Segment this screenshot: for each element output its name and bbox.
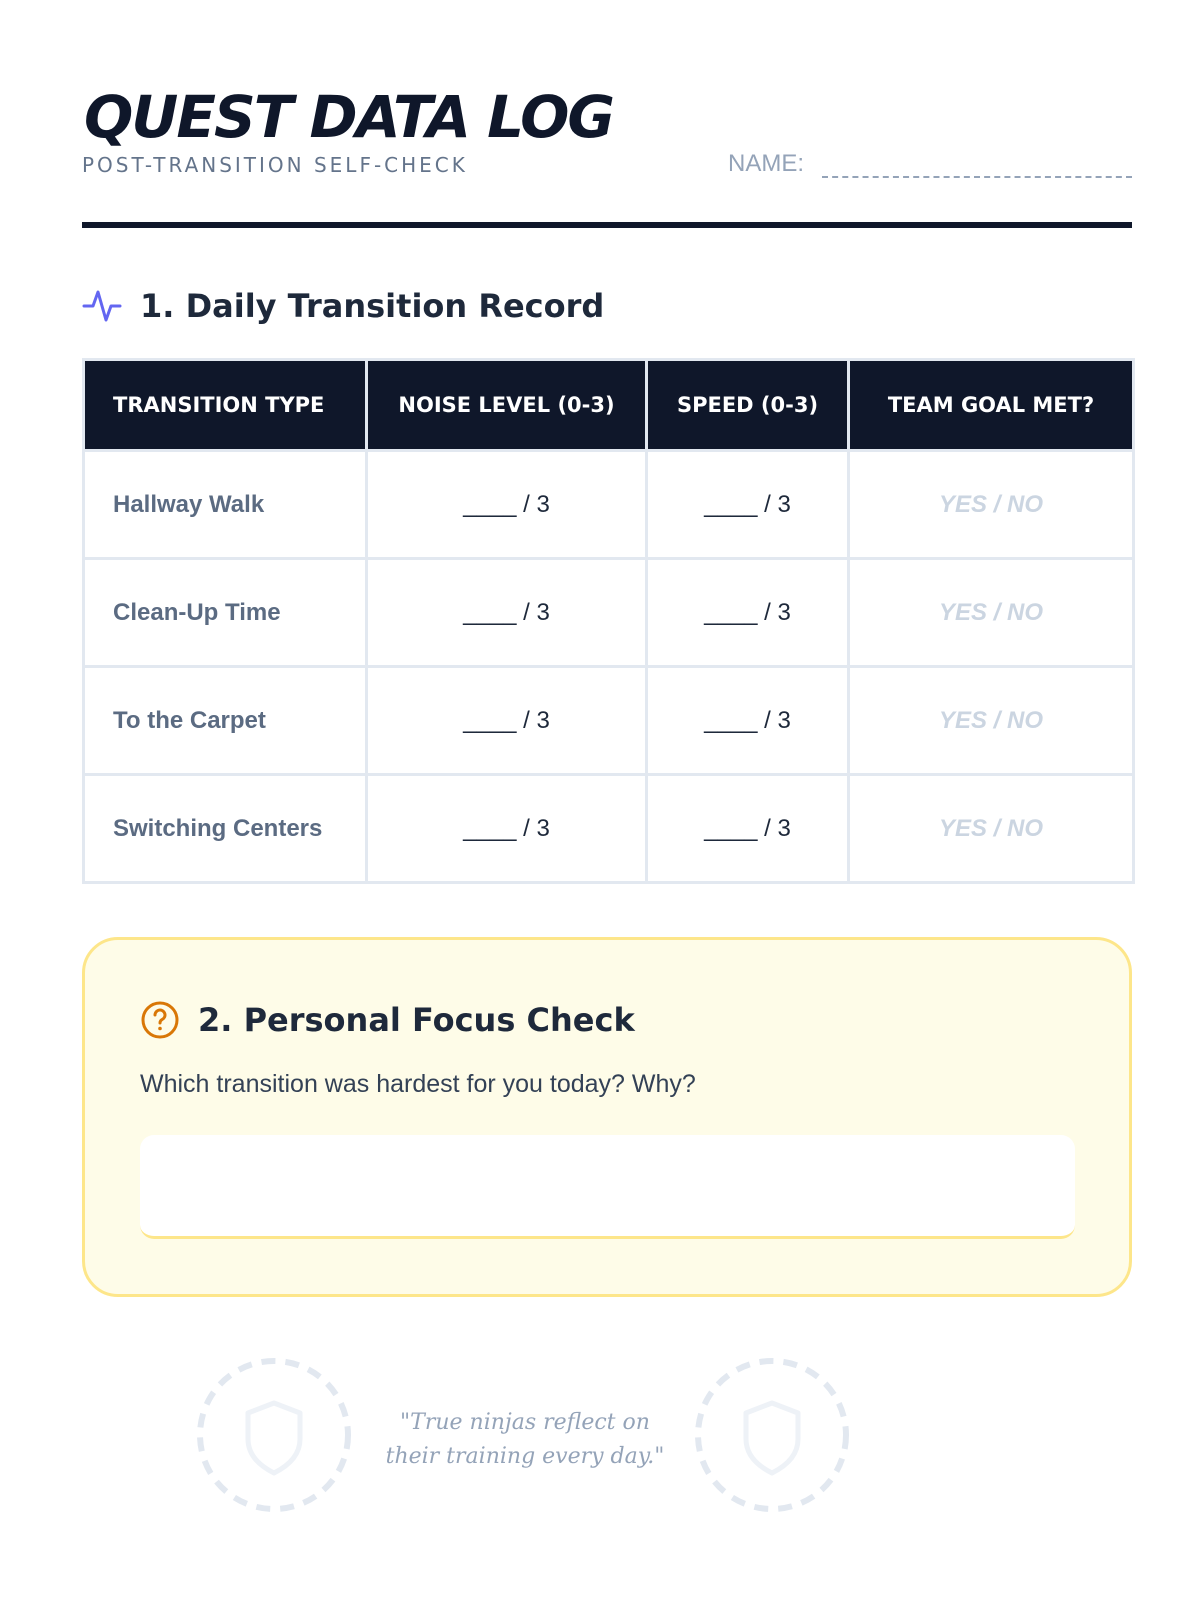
personal-focus-card	[82, 937, 1132, 1297]
column-header: SPEED (0-3)	[647, 360, 849, 451]
column-header: TRANSITION TYPE	[84, 360, 367, 451]
speed-cell[interactable]: ____ / 3	[647, 667, 849, 775]
answer-input[interactable]	[140, 1135, 1075, 1239]
team-goal-cell[interactable]: YES / NO	[849, 667, 1134, 775]
table-row	[84, 451, 1134, 559]
team-goal-cell[interactable]: YES / NO	[849, 775, 1134, 883]
team-goal-cell[interactable]: YES / NO	[849, 451, 1134, 559]
table-header-row	[84, 360, 1134, 451]
transition-type-cell: To the Carpet	[84, 667, 367, 775]
shield-badge-icon	[194, 1355, 354, 1515]
column-header: TEAM GOAL MET?	[849, 360, 1134, 451]
question-circle-icon	[140, 1000, 180, 1040]
section-focus-title	[140, 1000, 635, 1040]
noise-level-cell[interactable]: ____ / 3	[367, 667, 647, 775]
team-goal-cell[interactable]: YES / NO	[849, 559, 1134, 667]
table-row	[84, 775, 1134, 883]
noise-level-cell[interactable]: ____ / 3	[367, 559, 647, 667]
speed-cell[interactable]: ____ / 3	[647, 559, 849, 667]
name-label: NAME:	[728, 150, 805, 177]
table-row	[84, 559, 1134, 667]
pulse-icon	[82, 286, 122, 326]
table-row	[84, 667, 1134, 775]
shield-badge-icon	[692, 1355, 852, 1515]
focus-question: Which transition was hardest for you today? Why?	[140, 1070, 696, 1098]
page-subtitle: POST-TRANSITION SELF-CHECK	[82, 153, 468, 177]
page-title: QUEST DATA LOG	[84, 83, 613, 151]
footer-quote: "True ninjas reflect on their training every day."	[385, 1410, 665, 1469]
noise-level-cell[interactable]: ____ / 3	[367, 775, 647, 883]
noise-level-cell[interactable]: ____ / 3	[367, 451, 647, 559]
transition-record-table	[82, 358, 1135, 884]
header	[82, 84, 1132, 229]
speed-cell[interactable]: ____ / 3	[647, 451, 849, 559]
transition-type-cell: Switching Centers	[84, 775, 367, 883]
speed-cell[interactable]: ____ / 3	[647, 775, 849, 883]
section-daily-transition-title	[82, 286, 604, 326]
section-2-heading: 2. Personal Focus Check	[198, 1001, 635, 1039]
section-1-heading: 1. Daily Transition Record	[140, 287, 605, 325]
name-blank-line[interactable]	[822, 176, 1132, 178]
transition-type-cell: Hallway Walk	[84, 451, 367, 559]
column-header: NOISE LEVEL (0-3)	[367, 360, 647, 451]
transition-type-cell: Clean-Up Time	[84, 559, 367, 667]
header-divider	[82, 222, 1132, 228]
